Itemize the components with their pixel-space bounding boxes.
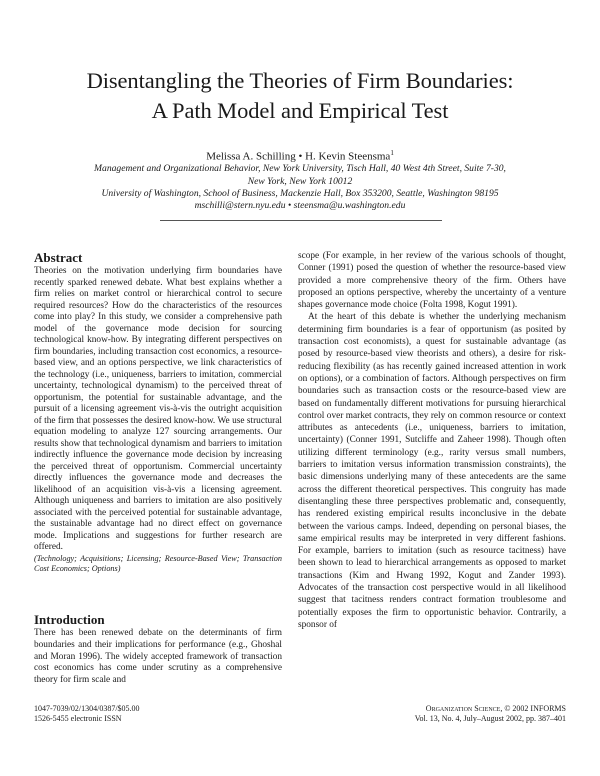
abstract-body: Theories on the motivation underlying firm boundaries have recently sparked renewed debate. What best explains whether a firm relies on market control or hierarchical control to secure required resources? How do the characteristics of the resources come into play? In this study, we consider a comprehensive path model of the governance mode decision for sourcing technological know-how. By integrating different perspectives on firm boundaries, including transaction cost economics, a resource-based view, and an options perspective, we link characteristics of the technology (i.e., uniqueness, barriers to imitation, commercial uncertainty, technological dynamism) to the perceived threat of opportunism, the potential for sustainable advantage, and the pursuit of a licensing agreement vis-à-vis the outright acquisition of the firm that possesses the desired know-how. We use structural equation modeling to analyze 127 sourcing arrangements. Our results show that technological dynamism and barriers to imitation indirectly influence the governance mode decision by increasing the perceived threat of opportunism. Commercial uncertainty directly influences the governance mode and decreases the likelihood of an acquisition vis-à-vis a licensing agreement. Although uniqueness and barriers to imitation are also positively associated with the perceived potential for sustainable advantage, the sustainable advantage had no direct effect on governance mode. Implications and suggestions for further research are offered.	[34, 266, 282, 552]
header-divider	[160, 220, 442, 221]
affiliation-1-line-2: New York, New York 10012	[247, 175, 353, 187]
introduction-body: There has been renewed debate on the determinants of firm boundaries and their implications for performance (e.g., Ghoshal and Moran 1996). The widely accepted framework of transaction cost economics has come under scrutiny as a comprehensive theory for firm scale and	[34, 628, 282, 686]
affiliation-1-line-1: Management and Organizational Behavior, New York University, Tisch Hall, 40 West 4th Street, Suite 7-30,	[94, 163, 506, 174]
introduction-heading: Introduction	[34, 612, 105, 627]
author-names: Melissa A. Schilling • H. Kevin Steensma	[206, 150, 391, 163]
abstract-section	[34, 250, 282, 575]
right-column-text	[298, 250, 566, 631]
introduction-section	[34, 612, 282, 687]
footer-journal	[415, 704, 566, 724]
author-emails: mschilli@stern.nyu.edu • steensma@u.washington.edu	[194, 200, 406, 211]
affiliation-1	[40, 163, 560, 188]
paper-title	[0, 66, 600, 126]
footer-issn	[34, 704, 140, 724]
right-paragraph-2: At the heart of this debate is whether the underlying mechanism determining firm boundaries is a fear of opportunism (as posited by transaction cost economists), a quest for sustainable advantage (as posed by resource-based view theorists and others), a desire for risk-reducing flexibility (as has recently gained increased attention in work on options), or a combination of factors. Although perspectives on firm boundaries such as transaction costs or the resource-based view are based on fundamentally different motivations for pursuing hierarchical control over market contracts, they rely on common resource or context attributes as antecedents (i.e., uniqueness, barriers to imitation, uncertainty) (Conner 1991, Sutcliffe and Zaheer 1998). Though often utilizing different terminology (e.g., rarity versus small numbers, barriers to imitation versus information transmission constraints), the basic dimensions underlying many of these antecedents are the same across the different theoretical perspectives. This congruity has made disentangling these three perspectives problematic and, consequently, has rendered existing empirical results inconclusive in the debate between the various camps. Indeed, depending on personal biases, the same empirical results may be interpreted in very different fashions. For example, barriers to imitation (such as resource tacitness) have been shown to lead to hierarchical arrangements as opposed to market transactions (Kim and Hwang 1992, Kogut and Zander 1993). Advocates of the transaction cost perspective would in all likelihood suggest that tacitness renders contract formation troublesome and potentially exposes the firm to opportunistic behavior. Contrarily, a sponsor of	[298, 312, 566, 630]
right-paragraph-1: scope (For example, in her review of the various schools of thought, Conner (1991) posed the question of whether the resource-based view provided a more comprehensive theory of the firm. Others have proposed an options perspective, whereby the uncertainty of a venture shapes governance mode choice (Folta 1998, Kogut 1991).	[298, 251, 566, 311]
footer-left-line-2: 1526-5455 electronic ISSN	[34, 714, 122, 723]
title-line-1: Disentangling the Theories of Firm Boundaries:	[86, 68, 514, 93]
affiliation-2: University of Washington, School of Business, Mackenzie Hall, Box 353200, Seattle, Washington 98195	[101, 188, 499, 199]
abstract-heading: Abstract	[34, 250, 83, 265]
title-line-2: A Path Model and Empirical Test	[151, 98, 449, 123]
footer-left-line-1: 1047-7039/02/1304/0387/$05.00	[34, 704, 140, 713]
footer-right-line-1: Organization Science, © 2002 INFORMS	[425, 704, 566, 713]
author-line	[0, 146, 600, 164]
abstract-keywords: (Technology; Acquisitions; Licensing; Resource-Based View; Transaction Cost Economics; Options)	[34, 553, 282, 573]
author-footnote-mark: 1	[390, 149, 394, 157]
footer-right-line-2: Vol. 13, No. 4, July–August 2002, pp. 387–401	[414, 714, 566, 723]
